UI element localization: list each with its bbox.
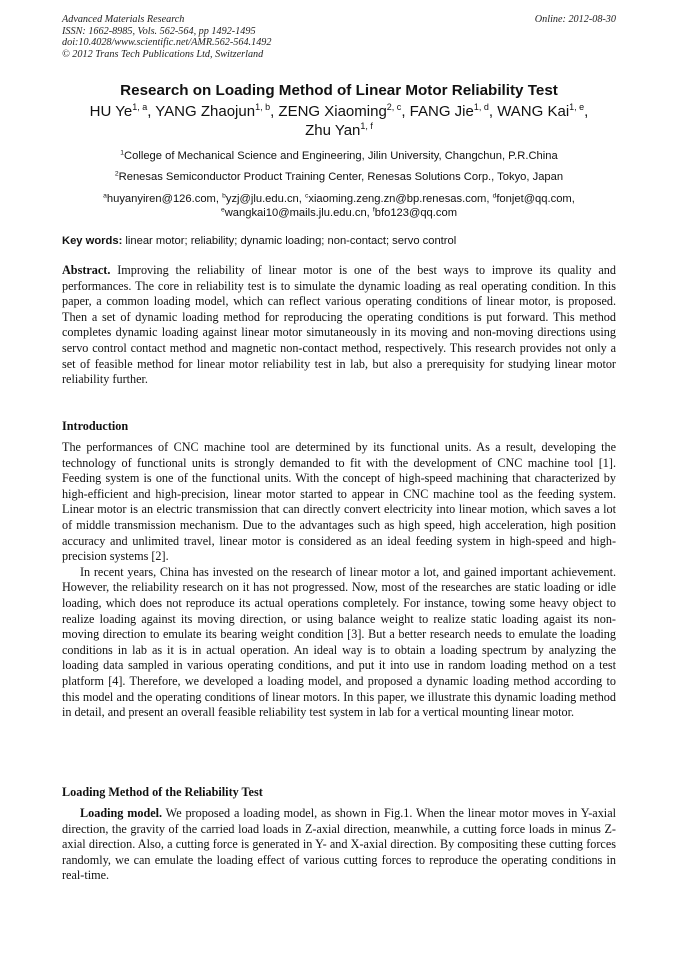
- section-heading-introduction: Introduction: [62, 419, 129, 433]
- abstract-text: Improving the reliability of linear motor is one of the best ways to improve its quality and performances. The core in reliability test is to simulate the dynamic loading as real operating condition. In this paper, a common loading model, which can reflect various operating conditions of linear motor, is proposed. Then a set of dynamic loading method for reproducing the operating conditions is put forward. This method completes dynamic loading against linear motor simutaneously in its moving and non-moving directions using servo control contact method and magnetic non-contact method, respectively. This research provides not only a set of feasible method for linear motor reliability test in lab, but also a prerequisity for studying linear motor reliability further.: [62, 263, 616, 387]
- abstract-label: Abstract.: [62, 263, 111, 277]
- loading-model-text: We proposed a loading model, as shown in Fig.1. When the linear motor moves in Y-axial direction, the gravity of the carried load loads in Z-axial direction, meanwhile, a cutting force loads in minus Z-axial direction. Also, a cutting force is generated in Y- and X-axial direction. By compositing these cutting forces randomly, we can emulate the loading effect of various cutting forces to reproduce the operating conditions in real-time.: [62, 806, 616, 883]
- author-list: HU Ye$^{1, a}$, YANG Zhaojun$^{1, b}$, ZENG Xiaoming$^{2, c}$, FANG Jie$^{1, d}$, WANG Kai$^{1, e}$, Zhu Yan$^{1, f}$: [89, 102, 589, 139]
- author-sup: 1, e: [569, 102, 585, 112]
- email-address: xiaoming.zeng.zn@bp.renesas.com,: [308, 193, 493, 205]
- author-name: WANG Kai: [497, 103, 570, 120]
- email-sup: b: [222, 192, 226, 200]
- author-name: HU Ye: [89, 103, 133, 120]
- keywords-text: linear motor; reliability; dynamic loading; non-contact; servo control: [122, 235, 457, 247]
- paper-title: Research on Loading Method of Linear Motor Reliability Test: [120, 82, 558, 99]
- author-sup: 1, b: [255, 102, 271, 112]
- paragraph: In recent years, China has invested on the research of linear motor a lot, and gained important achievement. However, the reliability research on it has not progressed. Now, most of the researches are static loading or idle loading, which does not reproduce its actual operations completely. For instance, towing some heavy object to realize loading against its moving direction, or using balance weight to realize static loading agaist its non-moving direction to emulate its bearing weight condition [3]. But a better research needs to emulate the loading conditions in lab as it is in actual operation. An ideal way is to obtain a loading spectrum by analyzing the loading data sampled in various operating conditions, and put it into use in random loading method on a test platform [4]. Therefore, we developed a loading model, and proposed a dynamic loading method according to this model and the operating conditions of linear motors. In this paper, we illustrate this dynamic loading method in detail, and present an overall feasible reliability test system in lab for a vertical mounting linear motor.: [62, 564, 616, 720]
- affiliation-sup: 1: [120, 149, 125, 157]
- online-date: Online: 2012-08-30: [534, 14, 616, 25]
- keywords: [62, 234, 616, 248]
- author-name: ZENG Xiaoming: [278, 103, 387, 120]
- affiliation-text: Renesas Semiconductor Product Training Center, Renesas Solutions Corp., Tokyo, Japan: [118, 171, 564, 183]
- email-sup: e: [220, 205, 225, 213]
- author-name: YANG Zhaojun: [155, 103, 256, 120]
- email-address: huyanyiren@126.com,: [106, 193, 223, 205]
- email-sup: c: [304, 192, 309, 200]
- email-sup: f: [372, 205, 375, 213]
- affiliation-1: [62, 150, 616, 163]
- section-heading-loading-method: Loading Method of the Reliability Test: [62, 785, 263, 799]
- loading-model-body: [62, 806, 616, 884]
- author-name: FANG Jie: [409, 103, 474, 120]
- email-list: [62, 193, 616, 220]
- author-sup: 2, c: [386, 102, 402, 112]
- affiliation-text: College of Mechanical Science and Engineering, Jilin University, Changchun, P.R.China: [124, 150, 558, 162]
- email-sup: a: [103, 192, 107, 200]
- doi-line: doi:10.4028/www.scientific.net/AMR.562-564.1492: [62, 37, 272, 49]
- email-address: wangkai10@mails.jlu.edu.cn,: [224, 206, 373, 219]
- journal-header: [62, 14, 616, 60]
- email-address: bfo123@qq.com: [374, 206, 458, 219]
- email-address: yzj@jlu.edu.cn,: [225, 193, 305, 205]
- copyright-line: © 2012 Trans Tech Publications Ltd, Switzerland: [62, 48, 264, 60]
- author-sup: 1, d: [473, 102, 489, 112]
- journal-name: Advanced Materials Research: [62, 14, 185, 25]
- email-sup: d: [492, 192, 497, 200]
- email-address: fonjet@qq.com,: [496, 193, 575, 205]
- author-sup: 1, a: [132, 102, 148, 112]
- keywords-label: Key words:: [62, 235, 123, 247]
- author-name: Zhu Yan: [305, 121, 361, 139]
- author-sup: 1, f: [360, 120, 373, 131]
- loading-model-label: Loading model.: [80, 806, 163, 820]
- paragraph: The performances of CNC machine tool are determined by its functional units. As a result, developing the technology of functional units is strongly demanded to fit with the development of CNC machine tool [1]. Feeding system is one of the functional units. With the concept of high-speed machining that characterized by high-efficient and high-precision, linear motor started to appear in CNC machine tool as the feeding system. Linear motor is an electric transmission that can directly convert electricity into linear motion, which saves a lot of middle transmission mechanism. Due to the advantages such as high speed, high acceleration, high position accuracy and unlimited travel, linear motor is considered as an ideal feeding system in high-speed and high-precision systems [2].: [62, 440, 616, 564]
- abstract: [62, 263, 616, 388]
- affiliation-sup: 2: [114, 170, 119, 178]
- issn-line: ISSN: 1662-8985, Vols. 562-564, pp 1492-1495: [62, 25, 256, 37]
- affiliation-2: [62, 171, 616, 184]
- introduction-body: [62, 440, 616, 721]
